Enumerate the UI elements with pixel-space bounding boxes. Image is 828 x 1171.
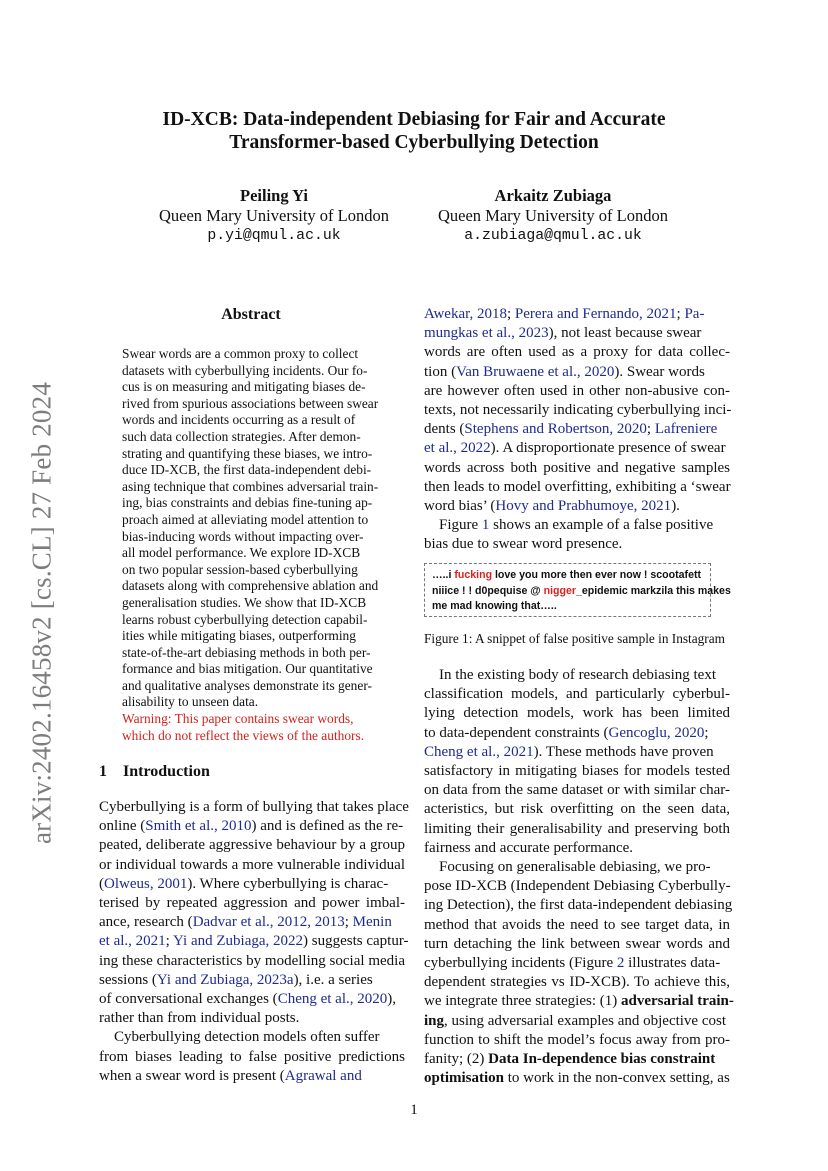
figure-ref-link[interactable]: 1 (481, 517, 490, 534)
body-line: ing Detection), the first data-independent debiasing (424, 897, 733, 914)
citation-link[interactable]: Awekar, 2018 (424, 306, 507, 322)
title-line-1: ID-XCB: Data-independent Debiasing for Fair and Accurate (162, 109, 666, 130)
citation-link[interactable]: Yi and Zubiaga, 2022 (173, 933, 304, 950)
body-line: rather than from individual posts. (99, 1010, 300, 1027)
citation-link[interactable]: Pa- (684, 306, 705, 322)
body-line: from biases leading to false positive predictions (99, 1048, 405, 1065)
body-line: word bias’ (Hovy and Prabhumoye, 2021). (424, 498, 680, 515)
swear-word: fucking (454, 569, 493, 581)
abstract-line: words and incidents occurring as a result of (122, 412, 356, 428)
snippet-line: me mad knowing that….. (432, 600, 557, 612)
citation-link[interactable]: Van Bruwaene et al., 2020 (456, 363, 615, 380)
citation-link[interactable]: Dadvar et al., 2012, 2013 (192, 914, 345, 931)
body-line: words are often used as a proxy for data collec- (424, 344, 730, 361)
body-line: Focusing on generalisable debiasing, we pro- (439, 859, 711, 876)
abstract-body (122, 346, 380, 744)
abstract-line: such data collection strategies. After demon- (122, 428, 361, 444)
section-title: Introduction (123, 763, 210, 780)
snippet-line: …..i fucking love you more then ever now ! scootafett (432, 569, 702, 581)
abstract-line: duce ID-XCB, the first data-independent debi- (122, 462, 372, 478)
right-column-top (424, 305, 730, 555)
arxiv-identifier: arXiv:2402.16458v2 [cs.CL] 27 Feb 2024 (26, 381, 57, 845)
abstract-line: Swear words are a common proxy to collect (122, 346, 359, 361)
body-line: et al., 2022). A disproportionate presence of swear (424, 440, 726, 457)
body-line: Cyberbullying detection models often suffer (114, 1029, 380, 1046)
body-line: lying detection models, work has been limited (424, 705, 730, 722)
citation-link[interactable]: mungkas et al., 2023 (424, 325, 549, 342)
intro-left-column (99, 798, 409, 1086)
body-line: et al., 2021; Yi and Zubiaga, 2022) suggests captur- (99, 933, 409, 950)
body-line: of conversational exchanges (Cheng et al., 2020), (99, 991, 397, 1008)
swear-word: nigger (543, 584, 576, 597)
citation-link[interactable]: Gencoglu, 2020 (608, 724, 705, 741)
abstract-line: cus is on measuring and mitigating biases de- (122, 379, 366, 395)
body-line: when a swear word is present (Agrawal and (99, 1067, 362, 1084)
body-line: ance, research (Dadvar et al., 2012, 2013; Menin (99, 914, 392, 931)
citation-link[interactable]: Smith et al., 2010 (145, 818, 252, 835)
body-line: Cheng et al., 2021). These methods have proven (424, 743, 714, 760)
body-line: or individual towards a more vulnerable individual (99, 856, 405, 873)
body-line: Figure 1 shows an example of a false positive (439, 517, 714, 534)
figure-ref-link[interactable]: 2 (616, 955, 625, 972)
abstract-line: ities while mitigating biases, outperforming (122, 628, 356, 644)
citation-link[interactable]: Agrawal and (284, 1067, 362, 1084)
abstract-warning: Warning: This paper contains swear words, (122, 711, 354, 727)
citation-link[interactable]: Cheng et al., 2021 (424, 743, 534, 760)
section-number: 1 (99, 763, 107, 780)
abstract-line: bias-inducing words without impacting over- (122, 528, 364, 544)
author-name: Peiling Yi (240, 186, 308, 205)
body-line: fairness and accurate performance. (424, 839, 634, 856)
abstract-line: state-of-the-art debiasing methods in both per- (122, 644, 371, 660)
citation-link[interactable]: Olweus, 2001 (104, 875, 188, 892)
author-affiliation: Queen Mary University of London (437, 206, 669, 225)
body-line: Awekar, 2018; Perera and Fernando, 2021; Pa- (424, 306, 705, 322)
body-line: function to shift the model’s focus away from pro- (424, 1031, 730, 1048)
citation-link[interactable]: et al., 2021 (99, 933, 166, 950)
body-line: Cyberbullying is a form of bullying that takes place (99, 799, 409, 815)
snippet-line: niiice ! ! d0pequise @ nigger_epidemic markzila this makes (432, 584, 731, 597)
body-line: are however often used in other non-abusive con- (424, 382, 730, 399)
body-line: then leads to model overfitting, exhibiting a ‘swear (424, 478, 731, 495)
figure-1-snippet (424, 563, 731, 617)
abstract-line: learns robust cyberbullying detection capabil- (122, 611, 368, 627)
author-email: p.yi@qmul.ac.uk (207, 228, 341, 244)
body-line: ing these characteristics by modelling social media (99, 952, 405, 969)
abstract-line: datasets with cyberbullying incidents. Our fo- (122, 362, 368, 378)
intro-section-heading (99, 763, 210, 781)
citation-link[interactable]: Perera and Fernando, 2021 (514, 306, 677, 322)
body-line: tion (Van Bruwaene et al., 2020). Swear words (424, 363, 705, 380)
body-line: turn detaching the link between swear words and (424, 935, 730, 952)
title-line-2: Transformer-based Cyberbullying Detection (229, 132, 599, 153)
author-email: a.zubiaga@qmul.ac.uk (464, 228, 642, 244)
citation-link[interactable]: Cheng et al., 2020 (277, 991, 388, 1008)
body-line: terised by repeated aggression and power imbal- (99, 895, 405, 912)
abstract-line: rived from spurious associations between swear (122, 395, 379, 411)
citation-link[interactable]: et al., 2022 (424, 440, 491, 457)
citation-link[interactable]: Hovy and Prabhumoye, 2021 (495, 498, 672, 515)
body-line: texts, not necessarily indicating cyberbullying inci- (424, 402, 732, 419)
abstract-line: generalisation studies. We show that ID-XCB (122, 594, 367, 610)
body-line: peated, deliberate aggressive behaviour by a group (99, 837, 405, 854)
citation-link[interactable]: Stephens and Robertson, 2020 (464, 421, 647, 438)
body-line: (Olweus, 2001). Where cyberbullying is charac- (99, 875, 389, 892)
citation-link[interactable]: Menin (352, 914, 392, 931)
body-line: online (Smith et al., 2010) and is defined as the re- (99, 818, 404, 835)
body-line: bias due to swear word presence. (424, 536, 623, 553)
right-column-bottom (424, 666, 734, 1088)
abstract-heading: Abstract (221, 306, 281, 323)
abstract-line: and qualitative analyses demonstrate its gener- (122, 677, 372, 693)
abstract-line: formance and bias mitigation. Our quantitative (122, 661, 373, 677)
body-line: limiting their generalisability and preserving both (424, 820, 730, 837)
author-block-1 (124, 186, 424, 246)
citation-link[interactable]: Lafreniere (654, 421, 718, 438)
author-block-2 (403, 186, 703, 246)
body-line: dependent strategies vs ID-XCB). To achieve this, (424, 974, 730, 991)
body-line: sessions (Yi and Zubiaga, 2023a), i.e. a series (99, 971, 373, 988)
body-line: optimisation to work in the non-convex setting, as (424, 1070, 730, 1087)
abstract-line: alisability to unseen data. (122, 694, 259, 710)
body-line: to data-dependent constraints (Gencoglu, 2020; (424, 724, 709, 741)
body-line: pose ID-XCB (Independent Debiasing Cyberbully- (424, 878, 731, 895)
page-number: 1 (410, 1102, 418, 1118)
body-line: satisfactory in mitigating biases for models tested (424, 763, 730, 780)
arxiv-sidebar (22, 368, 62, 858)
citation-link[interactable]: Yi and Zubiaga, 2023a (156, 971, 294, 988)
body-line: classification models, and particularly cyberbul- (424, 686, 730, 703)
abstract-line: all model performance. We explore ID-XCB (122, 545, 361, 561)
body-line: we integrate three strategies: (1) adversarial train- (424, 993, 734, 1010)
paper-title (0, 108, 828, 154)
body-line: In the existing body of research debiasing text (439, 667, 717, 683)
abstract-line: on two popular session-based cyberbullying (122, 561, 358, 577)
abstract-line: strating and quantifying these biases, we intro- (122, 445, 373, 461)
body-line: acteristics, but risk overfitting on the seen data, (424, 801, 730, 818)
author-affiliation: Queen Mary University of London (158, 206, 390, 225)
body-line: words across both positive and negative samples (424, 459, 730, 476)
body-line: ing, using adversarial examples and objective cost (424, 1012, 727, 1029)
body-line: mungkas et al., 2023), not least because swear (424, 325, 702, 342)
abstract-line: asing technique that combines adversarial train- (122, 478, 379, 494)
body-line: on data from the same dataset or with similar char- (424, 782, 730, 799)
body-line: method that avoids the need to see target data, in (424, 916, 730, 933)
abstract-line: proach aimed at alleviating model attention to (122, 511, 369, 527)
figure-1-caption: Figure 1: A snippet of false positive sample in Instagram (424, 631, 725, 646)
author-name: Arkaitz Zubiaga (494, 186, 612, 205)
abstract-warning: which do not reflect the views of the authors. (122, 727, 365, 743)
abstract-line: ing, bias constraints and debias fine-tuning ap- (122, 495, 373, 511)
body-line: cyberbullying incidents (Figure 2 illustrates data- (424, 955, 721, 972)
body-line: fanity; (2) Data In-dependence bias constraint (424, 1051, 716, 1068)
body-line: dents (Stephens and Robertson, 2020; Lafreniere (424, 421, 718, 438)
abstract-line: datasets along with comprehensive ablation and (122, 578, 379, 594)
